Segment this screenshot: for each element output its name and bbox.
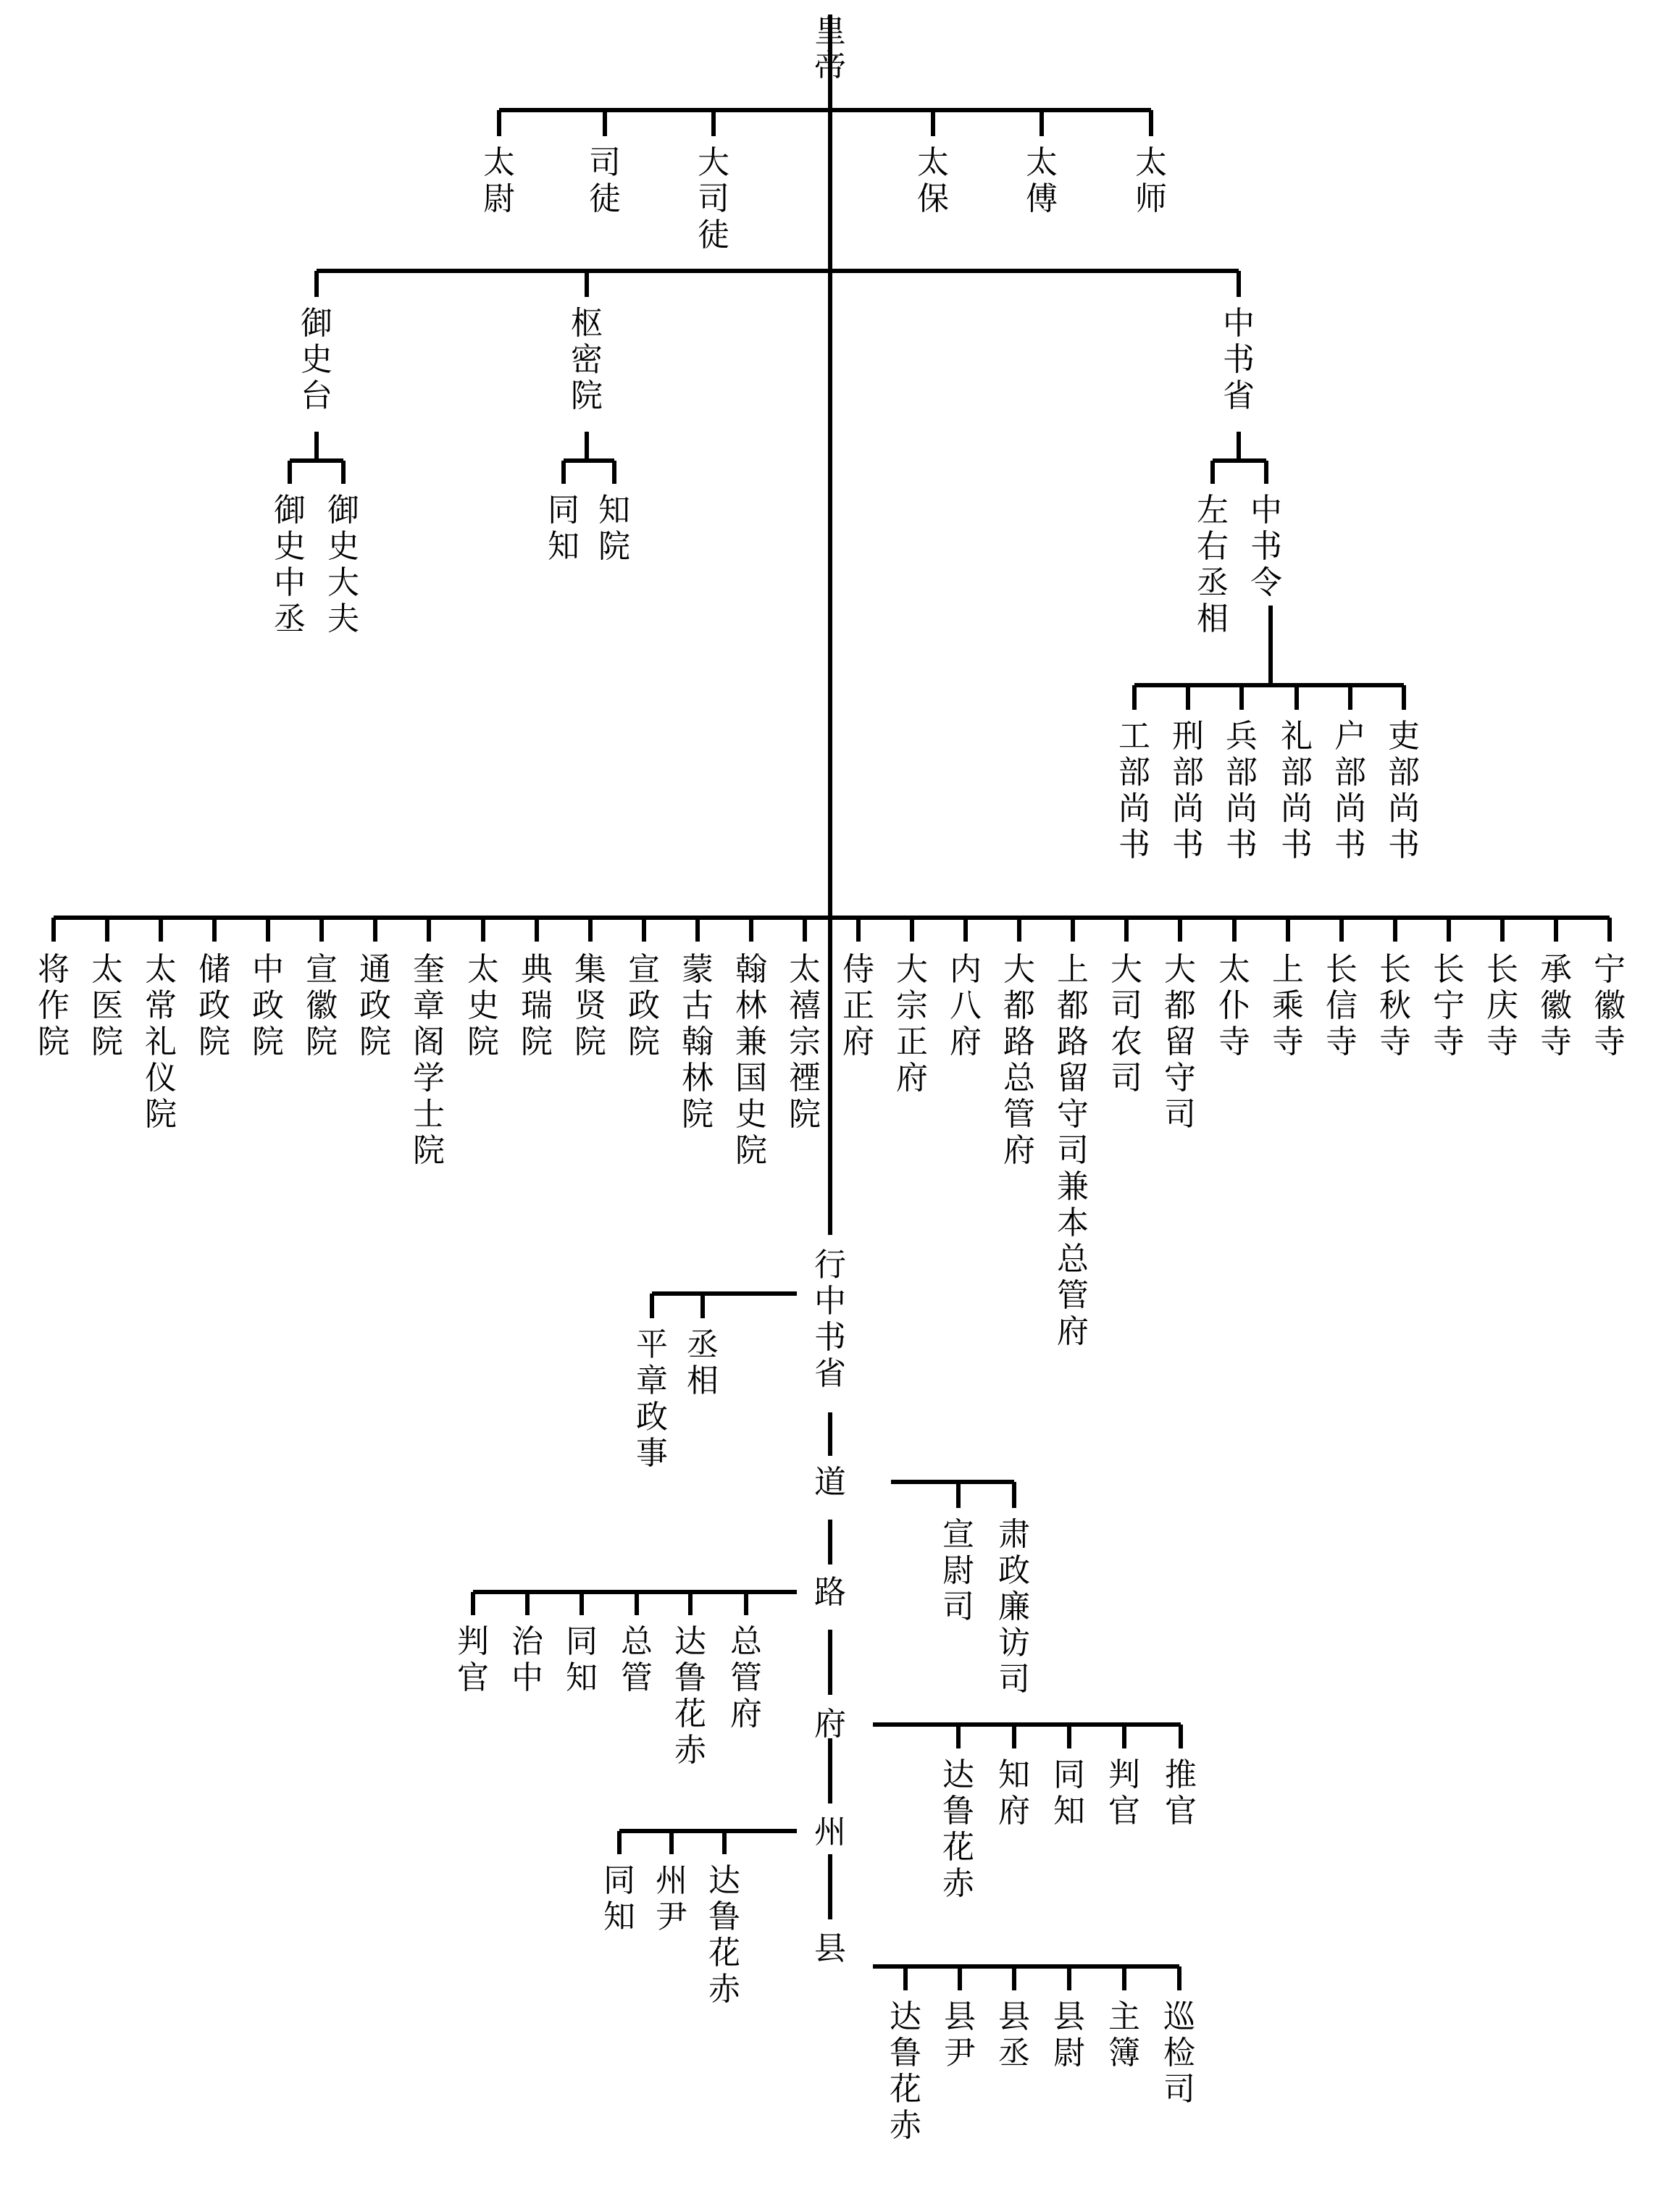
zhou-tongzhi: 同 知 [603, 1862, 635, 1935]
office-item: 奎 章 阁 学 士 院 [413, 951, 445, 1169]
emperor: 皇 帝 [814, 12, 846, 85]
office-item: 承 徽 寺 [1540, 951, 1572, 1060]
yushi-zhongcheng: 御 史 中 丞 [274, 492, 306, 637]
provincial-chengxiang: 丞 相 [687, 1326, 719, 1399]
shumi-tongzhi: 同 知 [548, 492, 580, 565]
yushi-dafu: 御 史 大 夫 [327, 492, 359, 637]
official-taifu: 太 傅 [1026, 144, 1058, 217]
office-item: 侍 正 府 [842, 951, 874, 1060]
office-item: 典 瑞 院 [521, 951, 553, 1060]
official-taibao: 太 保 [917, 144, 949, 217]
organ-shumiyuan: 枢 密 院 [571, 305, 603, 414]
office-item: 中 政 院 [252, 951, 284, 1060]
office-item: 上 乘 寺 [1272, 951, 1304, 1060]
level-fu: 府 [814, 1706, 846, 1743]
xian-zhubu: 主 簿 [1108, 1998, 1140, 2071]
organ-yushitai: 御 史 台 [301, 305, 332, 414]
lu-zongguan: 总 管 [621, 1623, 653, 1696]
level-lu: 路 [814, 1574, 846, 1611]
level-xian: 县 [814, 1930, 846, 1967]
office-item: 内 八 府 [950, 951, 982, 1060]
lu-zhizhong: 治 中 [511, 1623, 543, 1696]
ministry-li-rites: 礼 部 尚 书 [1281, 718, 1313, 863]
official-situ: 司 徒 [589, 144, 621, 217]
office-item: 宣 政 院 [628, 951, 660, 1060]
office-item: 宁 徽 寺 [1594, 951, 1626, 1060]
office-item: 太 常 礼 仪 院 [145, 951, 177, 1133]
office-item: 翰 林 兼 国 史 院 [735, 951, 767, 1169]
fu-panguan: 判 官 [1108, 1756, 1140, 1830]
office-item: 集 贤 院 [574, 951, 606, 1060]
office-item: 长 庆 寺 [1486, 951, 1518, 1060]
level-dao: 道 [814, 1464, 846, 1501]
official-da-situ: 大 司 徒 [698, 144, 729, 254]
official-taishi: 太 师 [1135, 144, 1167, 217]
level-zhou: 州 [814, 1814, 846, 1851]
xian-yin: 县 尹 [944, 1998, 976, 2071]
ministry-hu: 户 部 尚 书 [1334, 718, 1366, 863]
office-item: 储 政 院 [198, 951, 230, 1060]
lu-panguan: 判 官 [457, 1623, 489, 1696]
shumi-zhiyuan: 知 院 [598, 492, 630, 565]
pingzhang-zhengshi: 平 章 政 事 [636, 1326, 668, 1472]
office-item: 太 史 院 [467, 951, 499, 1060]
ministry-xing: 刑 部 尚 书 [1172, 718, 1204, 863]
fu-zhifu: 知 府 [998, 1756, 1030, 1830]
lu-daluhuachi: 达 鲁 花 赤 [674, 1623, 706, 1769]
office-item: 大 都 路 总 管 府 [1003, 951, 1035, 1169]
xuanweisi: 宣 尉 司 [942, 1516, 974, 1625]
ministry-li-personnel: 吏 部 尚 书 [1388, 718, 1420, 863]
office-item: 上 都 路 留 守 司 兼 本 总 管 府 [1057, 951, 1089, 1350]
fu-daluhuachi: 达 鲁 花 赤 [942, 1756, 974, 1902]
office-item: 通 政 院 [359, 951, 391, 1060]
office-item: 将 作 院 [38, 951, 70, 1060]
official-taiwei: 太 尉 [483, 144, 515, 217]
fu-tongzhi: 同 知 [1053, 1756, 1085, 1830]
office-item: 蒙 古 翰 林 院 [682, 951, 714, 1133]
office-item: 长 宁 寺 [1433, 951, 1465, 1060]
zhou-yin: 州 尹 [656, 1862, 687, 1935]
xunjiansi: 巡 检 司 [1163, 1998, 1195, 2108]
xian-cheng: 县 丞 [998, 1998, 1030, 2071]
xian-daluhuachi: 达 鲁 花 赤 [890, 1998, 921, 2144]
lu-tongzhi: 同 知 [566, 1623, 598, 1696]
office-item: 大 宗 正 府 [896, 951, 928, 1097]
zhongshuling: 中 书 令 [1250, 492, 1282, 601]
zhou-daluhuachi: 达 鲁 花 赤 [708, 1862, 740, 2008]
xing-zhongshusheng: 行 中 书 省 [814, 1247, 846, 1392]
office-item: 长 信 寺 [1326, 951, 1358, 1060]
ministry-gong: 工 部 尚 书 [1118, 718, 1150, 863]
lu-zongguanfu: 总 管 府 [730, 1623, 762, 1733]
office-item: 太 禧 宗 禋 院 [789, 951, 821, 1133]
office-item: 大 都 留 守 司 [1164, 951, 1196, 1133]
ministry-bing: 兵 部 尚 书 [1226, 718, 1258, 863]
office-item: 太 医 院 [91, 951, 123, 1060]
office-item: 太 仆 寺 [1218, 951, 1250, 1060]
fu-tuiguan: 推 官 [1165, 1756, 1197, 1830]
office-item: 大 司 农 司 [1110, 951, 1142, 1097]
suzheng-lianfangsi: 肃 政 廉 访 司 [998, 1516, 1030, 1698]
zuoyou-chengxiang: 左 右 丞 相 [1197, 492, 1229, 637]
office-item: 宣 徽 院 [306, 951, 338, 1060]
office-item: 长 秋 寺 [1379, 951, 1411, 1060]
xian-wei: 县 尉 [1053, 1998, 1085, 2071]
organ-zhongshusheng: 中 书 省 [1223, 305, 1255, 414]
